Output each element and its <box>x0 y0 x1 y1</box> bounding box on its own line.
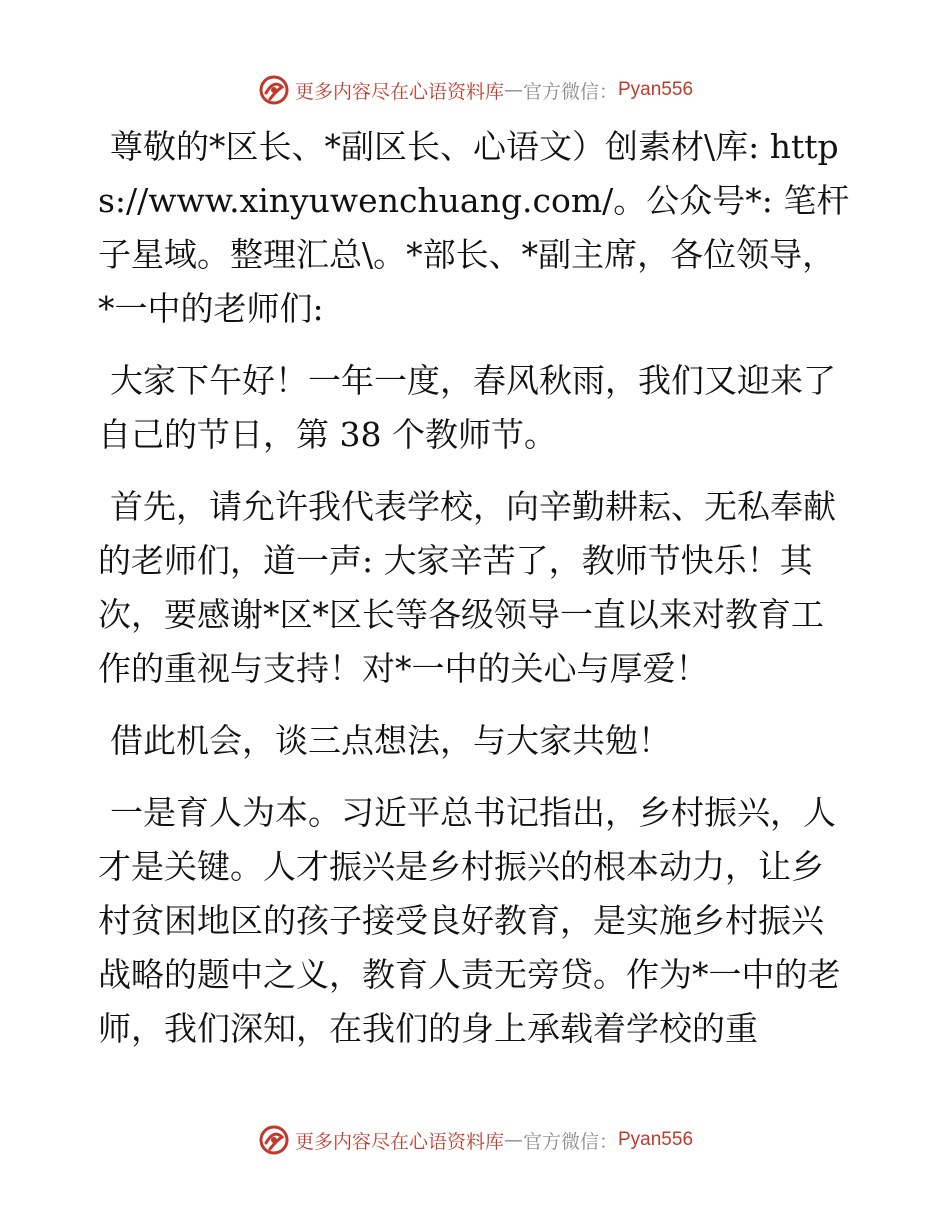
banner-wechat-label: 官方微信： <box>522 80 618 103</box>
header-banner <box>0 70 950 110</box>
banner-wechat-id: Pyan556 <box>618 1129 694 1150</box>
paragraph-salutation: 尊敬的*区长、*副区长、心语文）创素材\库: https://www.xinyuwenchuang.com/。公众号*: 笔杆子星域。整理汇总\。*部长、*副主席，各位领导，*一中的老师们: <box>98 127 850 328</box>
paragraph-point-one: 一是育人为本。习近平总书记指出，乡村振兴，人才是关键。人才振兴是乡村振兴的根本动力，让乡村贫困地区的孩子接受良好教育，是实施乡村振兴战略的题中之义，教育人责无旁贷。作为*一中的老师，我们深知，在我们的身上承载着学校的重 <box>98 793 841 1048</box>
banner-separator: — <box>503 79 523 101</box>
paragraph-thanks: 首先，请允许我代表学校，向辛勤耕耘、无私奉献的老师们，道一声: 大家辛苦了，教师节快乐！其次，要感谢*区*区长等各级领导一直以来对教育工作的重视与支持！对*一中的关心与厚爱！ <box>98 487 836 688</box>
banner-site-text: 更多内容尽在心语资料库 <box>294 80 504 103</box>
banner-wechat-label: 官方微信： <box>522 1130 618 1153</box>
red-swirl-logo-icon <box>257 1123 291 1157</box>
paragraph-intro-points: 借此机会，谈三点想法，与大家共勉！ <box>110 721 671 760</box>
banner-site-text: 更多内容尽在心语资料库 <box>294 1130 504 1153</box>
banner-wechat-id: Pyan556 <box>618 79 694 100</box>
paragraph-greeting: 大家下午好！一年一度，春风秋雨，我们又迎来了自己的节日，第 38 个教师节。 <box>98 361 836 454</box>
document-body <box>98 120 850 1074</box>
banner-separator: — <box>503 1129 523 1151</box>
footer-banner <box>0 1120 950 1160</box>
red-swirl-logo-icon <box>257 73 291 107</box>
